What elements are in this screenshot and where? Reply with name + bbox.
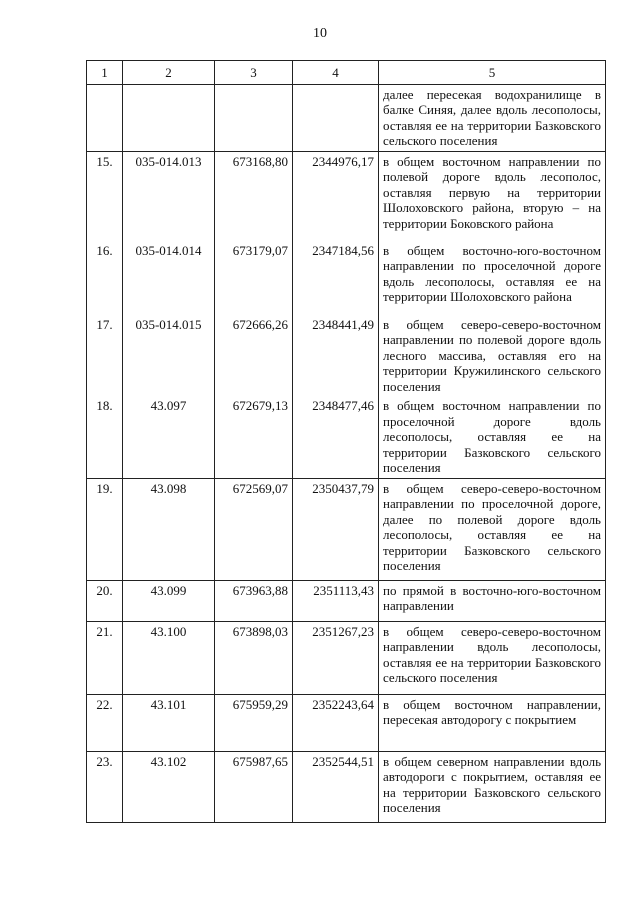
- x-coordinate-cell: 673898,03: [215, 621, 293, 694]
- y-coordinate-cell: 2352544,51: [293, 751, 379, 822]
- row-number-cell: 21.: [87, 621, 123, 694]
- column-header: 1: [87, 61, 123, 85]
- x-coordinate-cell: 673168,80: [215, 151, 293, 241]
- boundary-description-cell: в общем восточно-юго-восточном направлении по проселочной дороге вдоль лесополосы, оставляя ее на территории Шолоховского района: [379, 241, 606, 315]
- y-coordinate-cell: 2348441,49: [293, 315, 379, 397]
- point-id-cell: 43.097: [123, 396, 215, 478]
- y-coordinate-cell: 2352243,64: [293, 694, 379, 751]
- boundary-description-cell: в общем восточном направлении по проселочной дороге вдоль лесополосы, оставляя ее на территории Базковского сельского поселения: [379, 396, 606, 478]
- row-number-cell: 19.: [87, 478, 123, 580]
- boundary-description-cell: в общем северо-северо-восточном направлении вдоль лесополосы, оставляя ее на территории Базковского сельского поселения: [379, 621, 606, 694]
- point-id-cell: 43.100: [123, 621, 215, 694]
- x-coordinate-cell: 675959,29: [215, 694, 293, 751]
- x-coordinate-cell: [215, 84, 293, 151]
- y-coordinate-cell: 2347184,56: [293, 241, 379, 315]
- column-header: 3: [215, 61, 293, 85]
- table-row: [87, 84, 606, 151]
- boundary-description-table: [86, 60, 606, 823]
- x-coordinate-cell: 673179,07: [215, 241, 293, 315]
- x-coordinate-cell: 675987,65: [215, 751, 293, 822]
- row-number-cell: [87, 84, 123, 151]
- y-coordinate-cell: 2350437,79: [293, 478, 379, 580]
- table-row: [87, 151, 606, 241]
- column-header: 5: [379, 61, 606, 85]
- x-coordinate-cell: 672679,13: [215, 396, 293, 478]
- row-number-cell: 16.: [87, 241, 123, 315]
- boundary-description-cell: по прямой в восточно-юго-восточном направлении: [379, 580, 606, 621]
- table-row: [87, 315, 606, 397]
- row-number-cell: 15.: [87, 151, 123, 241]
- x-coordinate-cell: 672569,07: [215, 478, 293, 580]
- table-row: [87, 580, 606, 621]
- y-coordinate-cell: 2351267,23: [293, 621, 379, 694]
- point-id-cell: 43.099: [123, 580, 215, 621]
- table-row: [87, 751, 606, 822]
- row-number-cell: 17.: [87, 315, 123, 397]
- point-id-cell: 035-014.014: [123, 241, 215, 315]
- page-number: 10: [313, 26, 327, 41]
- table-row: [87, 478, 606, 580]
- point-id-cell: [123, 84, 215, 151]
- boundary-description-cell: далее пересекая водохранилище в балке Синяя, далее вдоль лесополосы, оставляя ее на территории Базковского сельского поселения: [379, 84, 606, 151]
- y-coordinate-cell: 2344976,17: [293, 151, 379, 241]
- point-id-cell: 035-014.013: [123, 151, 215, 241]
- row-number-cell: 23.: [87, 751, 123, 822]
- boundary-description-cell: в общем северо-северо-восточном направлении по проселочной дороге, далее по полевой дороге вдоль лесополосы, оставляя ее на территории Базковского сельского поселения: [379, 478, 606, 580]
- table-row: [87, 396, 606, 478]
- point-id-cell: 43.098: [123, 478, 215, 580]
- column-header: 4: [293, 61, 379, 85]
- point-id-cell: 43.102: [123, 751, 215, 822]
- row-number-cell: 22.: [87, 694, 123, 751]
- x-coordinate-cell: 673963,88: [215, 580, 293, 621]
- row-number-cell: 18.: [87, 396, 123, 478]
- row-number-cell: 20.: [87, 580, 123, 621]
- table-row: [87, 621, 606, 694]
- boundary-description-cell: в общем северо-северо-восточном направлении по полевой дороге вдоль лесного массива, оставляя его на территории Кружилинского сельского поселения: [379, 315, 606, 397]
- boundary-description-cell: в общем северном направлении вдоль автодороги с покрытием, оставляя ее на территории Базковского сельского поселения: [379, 751, 606, 822]
- y-coordinate-cell: [293, 84, 379, 151]
- table-header-row: [87, 61, 606, 85]
- y-coordinate-cell: 2348477,46: [293, 396, 379, 478]
- boundary-description-cell: в общем восточном направлении по полевой дороге вдоль лесополос, оставляя первую на территории Шолоховского района, вторую – на территории Боковского района: [379, 151, 606, 241]
- y-coordinate-cell: 2351113,43: [293, 580, 379, 621]
- column-header: 2: [123, 61, 215, 85]
- table-row: [87, 694, 606, 751]
- point-id-cell: 43.101: [123, 694, 215, 751]
- point-id-cell: 035-014.015: [123, 315, 215, 397]
- boundary-description-cell: в общем восточном направлении, пересекая автодорогу с покрытием: [379, 694, 606, 751]
- table-row: [87, 241, 606, 315]
- x-coordinate-cell: 672666,26: [215, 315, 293, 397]
